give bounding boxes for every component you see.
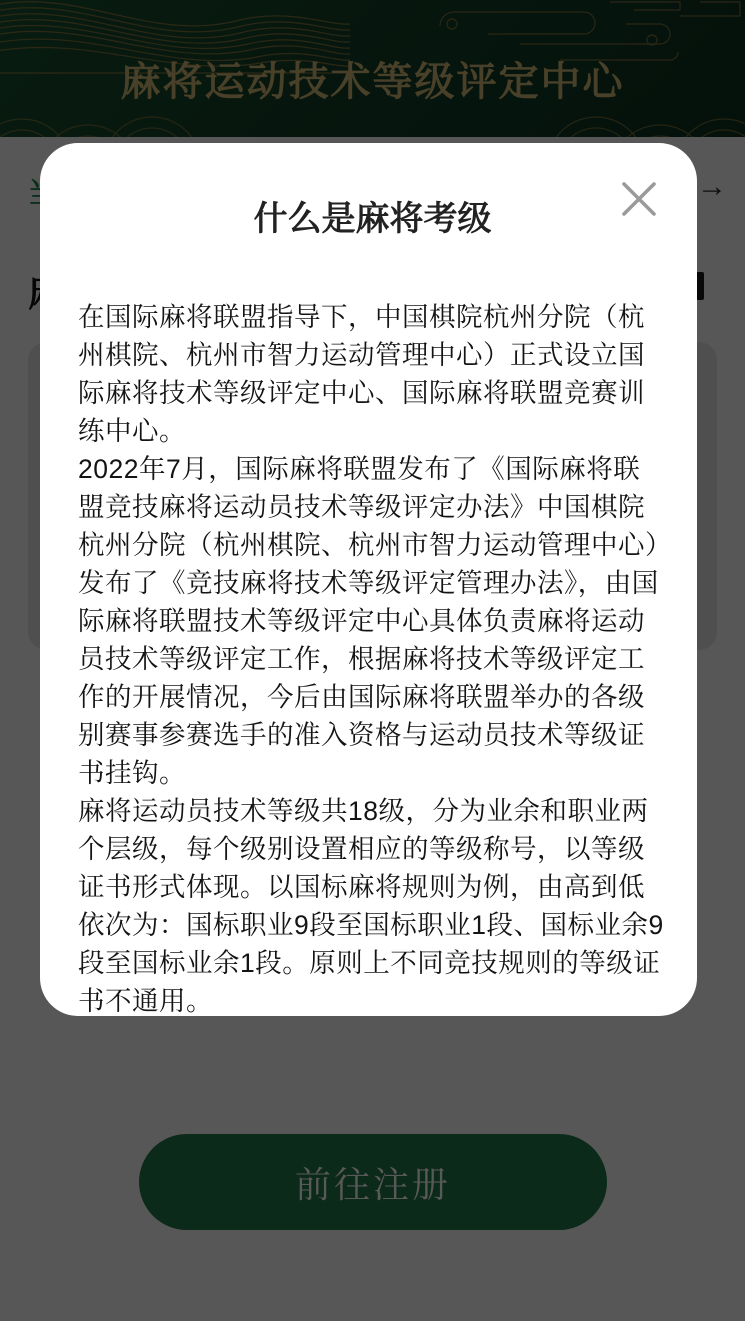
modal-paragraph: 2022年7月，国际麻将联盟发布了《国际麻将联盟竞技麻将运动员技术等级评定办法》中国棋院杭州分院（杭州棋院、杭州市智力运动管理中心）发布了《竞技麻将技术等级评定管理办法》，由国际麻将联盟技术等级评定中心具体负责麻将运动员技术等级评定工作，根据麻将技术等级评定工作的开展情况，今后由国际麻将联盟举办的各级别赛事参赛选手的准入资格与运动员技术等级证书挂钩。: [78, 454, 659, 788]
modal-paragraph: 麻将运动员技术等级共18级，分为业余和职业两个层级，每个级别设置相应的等级称号，以等级证书形式体现。以国标麻将规则为例，由高到低依次为：国标职业9段至国标职业1段、国标业余9段至国标业余1段。原则上不同竞技规则的等级证书不通用。: [78, 796, 664, 1016]
close-icon: [619, 179, 659, 219]
close-button[interactable]: [619, 179, 659, 219]
modal-body: [78, 298, 667, 1020]
modal-paragraph: 在国际麻将联盟指导下，中国棋院杭州分院（杭州棋院、杭州市智力运动管理中心）正式设立国际麻将技术等级评定中心、国际麻将联盟竞赛训练中心。: [78, 302, 645, 446]
what-is-mahjong-grading-modal: [40, 143, 697, 1016]
modal-title: 什么是麻将考级: [253, 200, 492, 238]
